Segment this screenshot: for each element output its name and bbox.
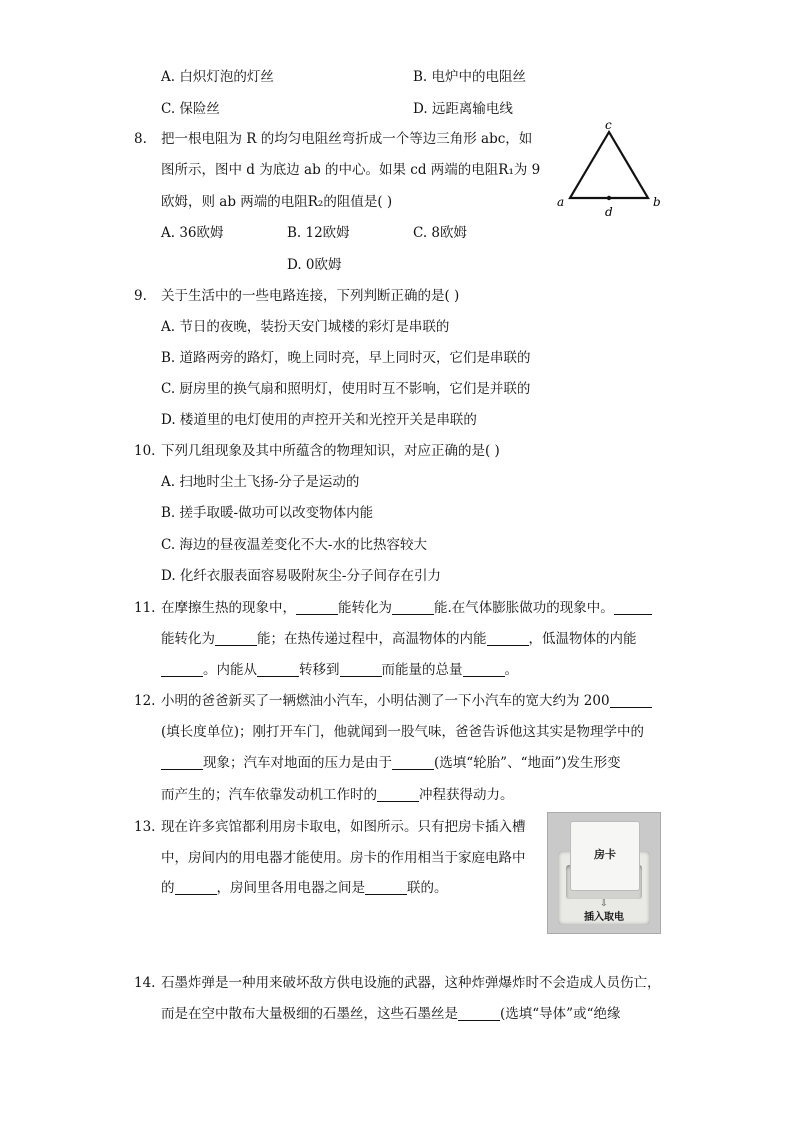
q8-option-d: D. 0欧姆 bbox=[287, 257, 342, 273]
q12-text: 冲程获得动力。 bbox=[419, 787, 514, 803]
q10-option-a: A. 扫地时尘土飞扬-分子是运动的 bbox=[161, 474, 360, 490]
q14-number: 14. bbox=[134, 975, 156, 991]
q12-line3 bbox=[161, 753, 621, 773]
q12-text: 现象；汽车对地面的压力是由于 bbox=[203, 755, 392, 771]
q10-option-b: B. 搓手取暖-做功可以改变物体内能 bbox=[161, 505, 374, 521]
insert-arrow-icon: ⇩ bbox=[600, 899, 608, 909]
q11-text: 在摩擦生热的现象中， bbox=[161, 600, 296, 616]
q11-text: 能.在气体膨胀做功的现象中。 bbox=[434, 600, 614, 616]
label-c: c bbox=[605, 118, 612, 132]
q14-text: 而是在空中散布大量极细的石墨丝，这些石墨丝是 bbox=[161, 1006, 458, 1022]
q14-line2 bbox=[161, 1004, 620, 1024]
point-d bbox=[607, 196, 611, 200]
label-b: b bbox=[653, 195, 661, 209]
label-a: a bbox=[557, 195, 565, 209]
q9-option-d: D. 楼道里的电灯使用的声控开关和光控开关是串联的 bbox=[161, 412, 477, 428]
q13-number: 13. bbox=[134, 819, 156, 835]
q12-number: 12. bbox=[134, 693, 156, 709]
q14-text: (选填“导体”或“绝缘 bbox=[500, 1006, 621, 1022]
q13-text: 的 bbox=[161, 880, 175, 896]
q13-line2: 中，房间内的用电器才能使用。房卡的作用相当于家庭电路中 bbox=[161, 850, 526, 866]
q7-option-b: B. 电炉中的电阻丝 bbox=[413, 69, 527, 85]
plate-label: 插入取电 bbox=[584, 912, 624, 923]
q11-line3 bbox=[161, 660, 518, 680]
q8-stem-line1: 把一根电阻为 R 的均匀电阻丝弯折成一个等边三角形 abc，如 bbox=[161, 131, 533, 147]
q7-option-d: D. 远距离输电线 bbox=[413, 101, 513, 117]
q11-text: 能；在热传递过程中，高温物体的内能 bbox=[257, 631, 487, 647]
q13-line1: 现在许多宾馆都利用房卡取电，如图所示。只有把房卡插入槽 bbox=[161, 819, 526, 835]
q11-text: 能转化为 bbox=[161, 631, 215, 647]
q11-text: 而能量的总量 bbox=[381, 662, 463, 678]
q10-number: 10. bbox=[134, 443, 156, 459]
q12-text: 而产生的；汽车依靠发动机工作时的 bbox=[161, 787, 377, 803]
label-d: d bbox=[605, 205, 613, 219]
answer-blank[interactable] bbox=[392, 755, 434, 770]
q11-line1 bbox=[161, 598, 652, 618]
answer-blank[interactable] bbox=[487, 631, 529, 646]
answer-blank[interactable] bbox=[614, 600, 652, 615]
q12-line2: (填长度单位)；刚打开车门，他就闻到一股气味，爸爸告诉他这其实是物理学中的 bbox=[161, 724, 645, 740]
q9-stem: 关于生活中的一些电路连接，下列判断正确的是( ) bbox=[161, 288, 460, 304]
q11-text: ，低温物体的内能 bbox=[528, 631, 637, 647]
q8-number: 8. bbox=[134, 131, 147, 147]
q13-line3 bbox=[161, 878, 448, 898]
q7-option-a: A. 白炽灯泡的灯丝 bbox=[161, 69, 274, 85]
answer-blank[interactable] bbox=[377, 787, 419, 802]
answer-blank[interactable] bbox=[296, 600, 338, 615]
q13-text: 联的。 bbox=[407, 880, 448, 896]
q12-text: 小明的爸爸新买了一辆燃油小汽车，小明估测了一下小汽车的宽大约为 200 bbox=[161, 693, 610, 709]
q13-text: ，房间里各用电器之间是 bbox=[216, 880, 365, 896]
answer-blank[interactable] bbox=[215, 631, 257, 646]
q9-option-a: A. 节日的夜晚，装扮天安门城楼的彩灯是串联的 bbox=[161, 319, 450, 335]
q9-option-b: B. 道路两旁的路灯，晚上同时亮，早上同时灭，它们是串联的 bbox=[161, 350, 531, 366]
answer-blank[interactable] bbox=[340, 662, 382, 677]
answer-blank[interactable] bbox=[392, 600, 434, 615]
q7-option-c: C. 保险丝 bbox=[161, 101, 220, 117]
room-card bbox=[570, 821, 640, 891]
q8-option-c: C. 8欧姆 bbox=[413, 225, 468, 241]
answer-blank[interactable] bbox=[161, 755, 203, 770]
q11-text: 能转化为 bbox=[338, 600, 392, 616]
q12-line1 bbox=[161, 691, 652, 711]
answer-blank[interactable] bbox=[257, 662, 299, 677]
q9-option-c: C. 厨房里的换气扇和照明灯，使用时互不影响，它们是并联的 bbox=[161, 381, 531, 397]
q8-stem-line3: 欧姆，则 ab 两端的电阻R₂的阻值是( ) bbox=[161, 194, 393, 210]
triangle-figure bbox=[552, 118, 668, 220]
q8-stem-line2: 图所示，图中 d 为底边 ab 的中心。如果 cd 两端的电阻R₁为 9 bbox=[161, 162, 541, 178]
answer-blank[interactable] bbox=[463, 662, 505, 677]
q12-line4 bbox=[161, 785, 514, 805]
q8-option-a: A. 36欧姆 bbox=[161, 225, 224, 241]
answer-blank[interactable] bbox=[610, 693, 652, 708]
triangle-abc bbox=[570, 132, 648, 198]
q11-text: 转移到 bbox=[299, 662, 340, 678]
q11-number: 11. bbox=[134, 600, 156, 616]
room-card-photo bbox=[547, 812, 661, 934]
q10-option-d: D. 化纤衣服表面容易吸附灰尘-分子间存在引力 bbox=[161, 568, 441, 584]
q10-stem: 下列几组现象及其中所蕴含的物理知识，对应正确的是( ) bbox=[161, 443, 500, 459]
q11-text: 。内能从 bbox=[203, 662, 257, 678]
answer-blank[interactable] bbox=[458, 1006, 500, 1021]
answer-blank[interactable] bbox=[175, 880, 217, 895]
q12-text: (选填“轮胎”、“地面”)发生形变 bbox=[434, 755, 621, 771]
answer-blank[interactable] bbox=[365, 880, 407, 895]
q14-line1: 石墨炸弹是一种用来破坏敌方供电设施的武器，这种炸弹爆炸时不会造成人员伤亡， bbox=[161, 975, 661, 991]
q9-number: 9. bbox=[134, 288, 147, 304]
room-card-text: 房卡 bbox=[594, 848, 616, 861]
q11-text: 。 bbox=[504, 662, 518, 678]
q11-line2 bbox=[161, 629, 637, 649]
answer-blank[interactable] bbox=[161, 662, 203, 677]
q8-option-b: B. 12欧姆 bbox=[287, 225, 350, 241]
q10-option-c: C. 海边的昼夜温差变化不大-水的比热容较大 bbox=[161, 537, 427, 553]
